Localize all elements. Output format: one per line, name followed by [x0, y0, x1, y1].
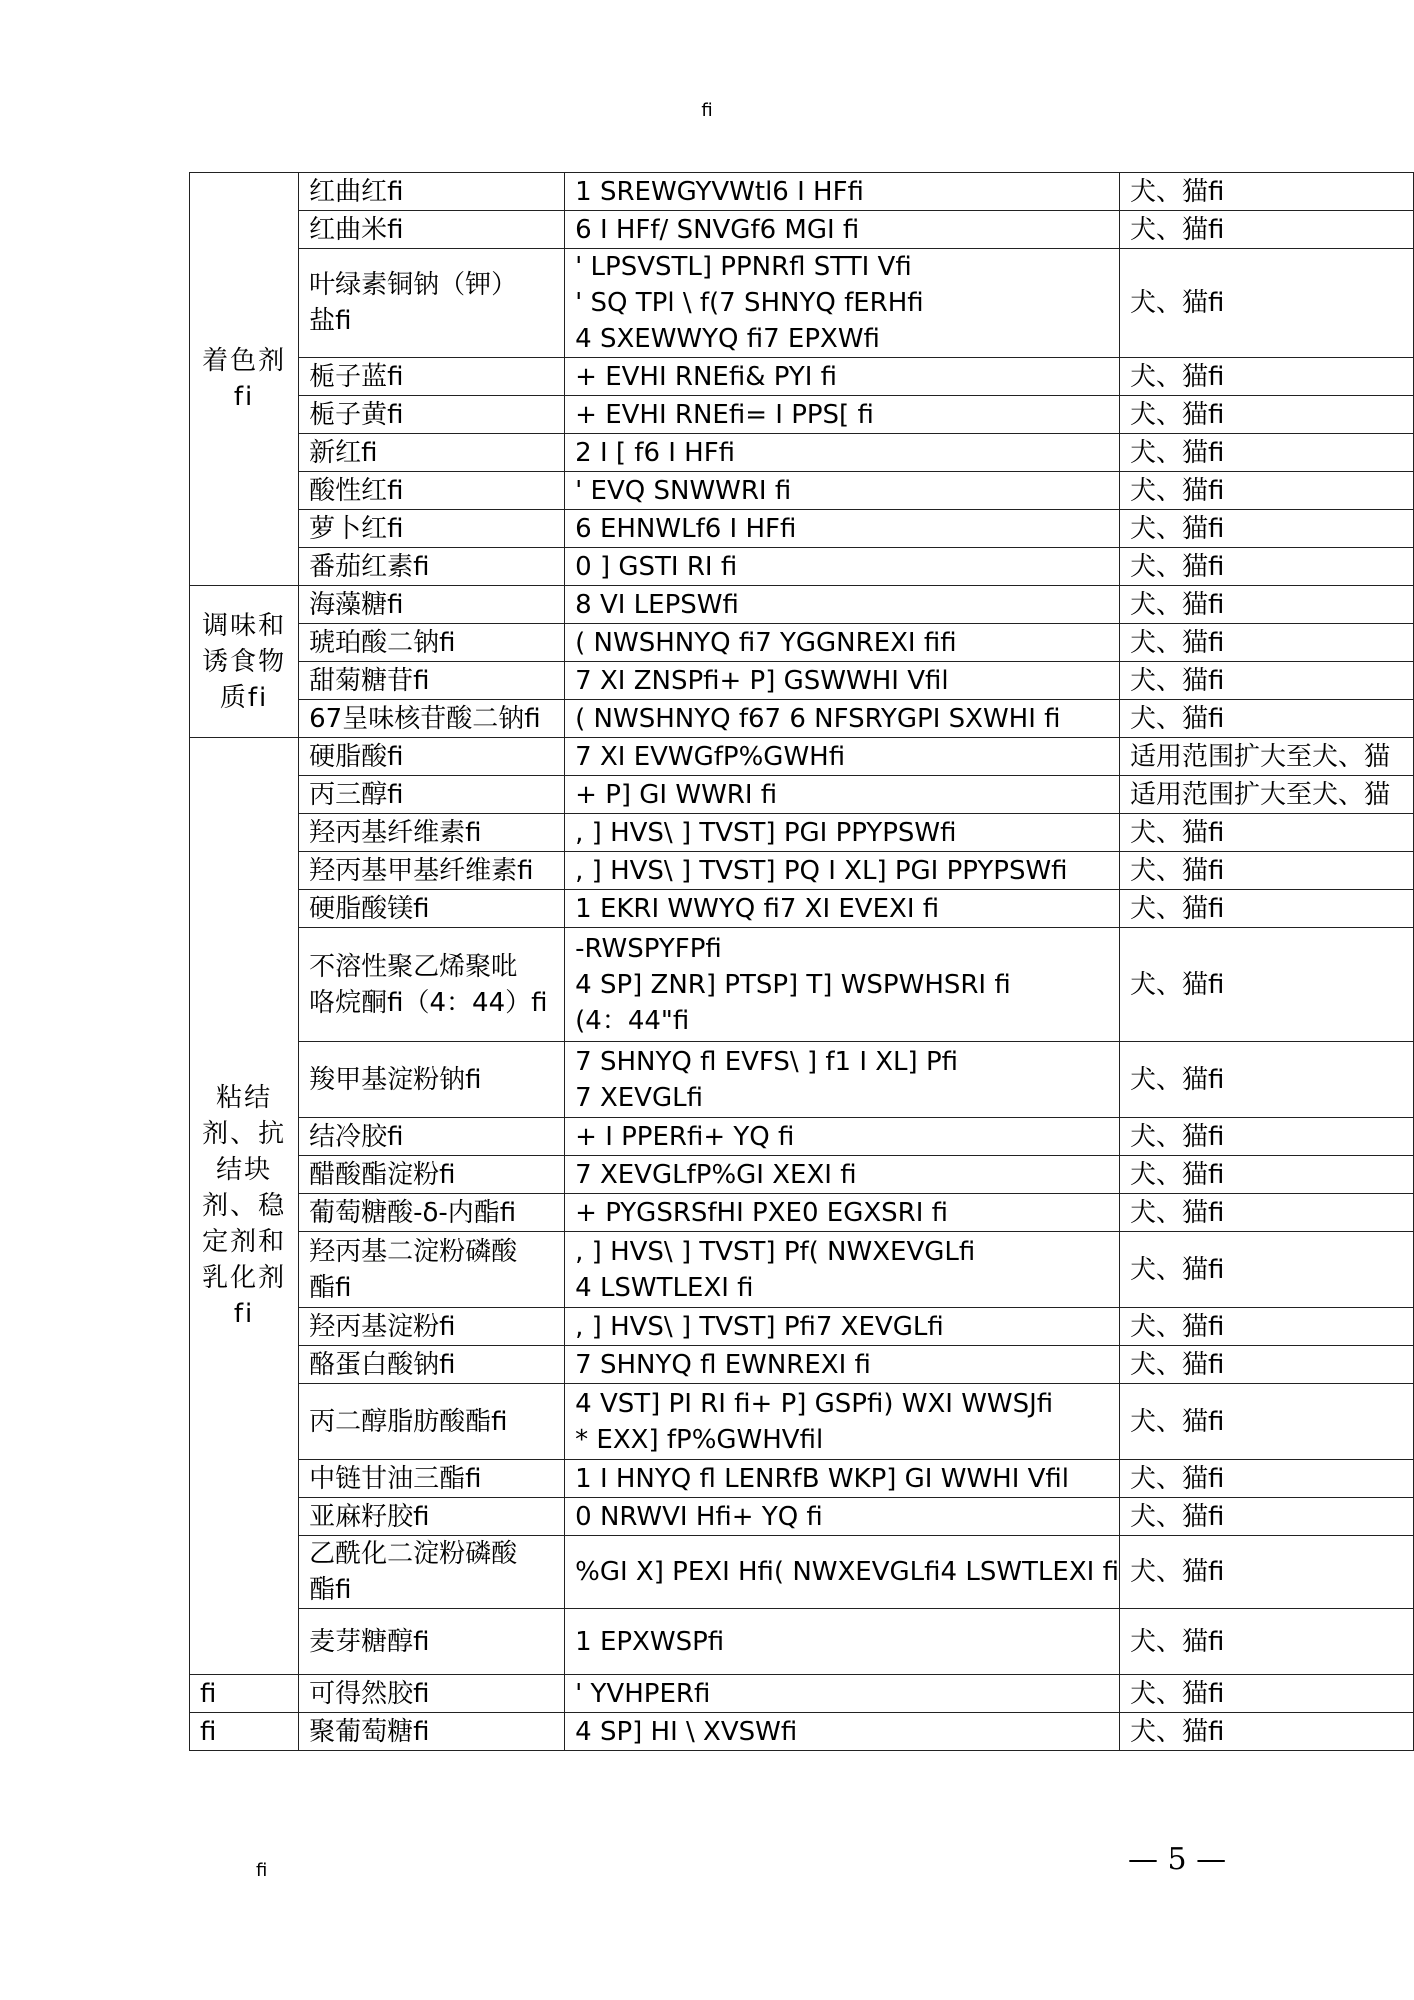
cell-line: 麦芽糖醇fi [309, 1626, 430, 1657]
cell-line: 羟丙基淀粉fi [309, 1311, 456, 1342]
additive-name [299, 1536, 565, 1609]
additive-name [299, 662, 565, 700]
cell-line: 聚葡萄糖fi [309, 1716, 430, 1747]
additive-english-name [565, 1536, 1120, 1609]
cell-line: 丙二醇脂肪酸酯fi [309, 1406, 508, 1437]
category-flavor [190, 586, 299, 738]
additive-english-name [565, 1460, 1120, 1498]
page-number: — 5 — [1128, 1842, 1227, 1877]
table-row [190, 173, 1414, 211]
additive-name [299, 852, 565, 890]
additive-table [189, 172, 1414, 1751]
cell-line: 红曲米fi [309, 214, 404, 245]
cell-line: ' SQ TPl \ f(7 SHNYQ fERHfi [575, 288, 924, 318]
additive-english-name [565, 1156, 1120, 1194]
applicable-species: 犬、猫fi [1119, 358, 1413, 396]
table-row [190, 249, 1414, 358]
additive-name [299, 1042, 565, 1118]
additive-name [299, 1609, 565, 1675]
category-line: 结块 [216, 1155, 273, 1185]
applicable-species: 犬、猫fi [1119, 173, 1413, 211]
cell-line: 琥珀酸二钠fi [309, 627, 456, 658]
additive-english-name [565, 814, 1120, 852]
table-row [190, 1498, 1414, 1536]
additive-name [299, 586, 565, 624]
applicable-species: 犬、猫fi [1119, 586, 1413, 624]
applicable-species: 犬、猫fi [1119, 510, 1413, 548]
category-line: 粘结 [216, 1083, 273, 1113]
additive-english-name [565, 1609, 1120, 1675]
cell-line: 1 I HNYQ fl LENRfB WKP] GI WWHI Vfil [575, 1463, 1070, 1494]
additive-name [299, 211, 565, 249]
additive-name [299, 1118, 565, 1156]
table-row [190, 700, 1414, 738]
additive-name [299, 1232, 565, 1308]
cell-line: 酪蛋白酸钠fi [309, 1349, 456, 1380]
additive-english-name [565, 1713, 1120, 1751]
cell-line: 7 XI ZNSPfi+ P] GSWWHI Vfil [575, 665, 949, 696]
table-row [190, 1536, 1414, 1609]
cell-line: 1 SREWGYVWtl6 I HFfi [575, 176, 864, 207]
additive-name [299, 1346, 565, 1384]
applicable-species: 犬、猫fi [1119, 928, 1413, 1042]
table-row [190, 1232, 1414, 1308]
additive-name [299, 249, 565, 358]
table-row [190, 434, 1414, 472]
cell-line: 中链甘油三酯fi [309, 1463, 482, 1494]
cell-line: 结冷胶fi [309, 1121, 404, 1152]
additive-english-name [565, 852, 1120, 890]
applicable-species: 犬、猫fi [1119, 1232, 1413, 1308]
header-mark: fi [701, 100, 713, 121]
cell-line: 咯烷酮fi（4：44）fi [309, 987, 548, 1018]
cell-line: 番茄红素fi [309, 551, 430, 582]
cell-line: 栀子蓝fi [309, 361, 404, 392]
applicable-species: 犬、猫fi [1119, 1308, 1413, 1346]
cell-line: 羟丙基纤维素fi [309, 817, 482, 848]
category-blank: fi [190, 1675, 299, 1713]
cell-line: + I PPERfi+ YQ fi [575, 1121, 795, 1152]
table-row [190, 1308, 1414, 1346]
cell-line: 栀子黄fi [309, 399, 404, 430]
cell-line: + EVHI RNEfi& PYI fi [575, 361, 838, 392]
additive-english-name [565, 776, 1120, 814]
additive-name [299, 1194, 565, 1232]
cell-line: 酯fi [309, 1272, 352, 1303]
table-row [190, 586, 1414, 624]
category-line: 调味和 [202, 610, 287, 641]
applicable-species: 犬、猫fi [1119, 396, 1413, 434]
additive-english-name [565, 624, 1120, 662]
cell-line: 海藻糖fi [309, 589, 404, 620]
cell-line: 亚麻籽胶fi [309, 1501, 430, 1532]
applicable-species: 犬、猫fi [1119, 1042, 1413, 1118]
additive-name [299, 1498, 565, 1536]
additive-english-name [565, 928, 1120, 1042]
applicable-species: 犬、猫fi [1119, 548, 1413, 586]
additive-english-name [565, 548, 1120, 586]
additive-english-name [565, 472, 1120, 510]
cell-line: ( NWSHNYQ fi7 YGGNREXI fifi [575, 627, 957, 658]
table-row [190, 738, 1414, 776]
table-row [190, 472, 1414, 510]
additive-english-name [565, 1232, 1120, 1308]
applicable-species: 犬、猫fi [1119, 1156, 1413, 1194]
additive-english-name [565, 1498, 1120, 1536]
cell-line: 1 EKRI WWYQ fi7 XI EVEXI fi [575, 893, 940, 924]
cell-line: 7 XI EVWGfP%GWHfi [575, 741, 846, 772]
applicable-species: 犬、猫fi [1119, 700, 1413, 738]
applicable-species: 犬、猫fi [1119, 1609, 1413, 1675]
additive-english-name [565, 173, 1120, 211]
cell-line: ' EVQ SNWWRI fi [575, 475, 792, 506]
cell-line: 7 SHNYQ fl EVFS\ ] f1 I XL] Pfi [575, 1046, 959, 1077]
additive-english-name [565, 1042, 1120, 1118]
table-row [190, 624, 1414, 662]
table-row [190, 1194, 1414, 1232]
additive-name [299, 510, 565, 548]
category-colorant [190, 173, 299, 586]
table-row [190, 1384, 1414, 1460]
cell-line: %GI X] PEXI Hfi( NWXEVGLfi4 LSWTLEXI fi [575, 1557, 1119, 1587]
additive-english-name [565, 358, 1120, 396]
additive-name [299, 890, 565, 928]
cell-line: 羟丙基甲基纤维素fi [309, 855, 534, 886]
cell-line: 6 EHNWLf6 I HFfi [575, 513, 797, 544]
category-line: 定剂和 [202, 1227, 287, 1257]
applicable-species: 犬、猫fi [1119, 1498, 1413, 1536]
additive-english-name [565, 1675, 1120, 1713]
additive-english-name [565, 1118, 1120, 1156]
cell-line: 4 SXEWWYQ fi7 EPXWfi [575, 324, 880, 354]
category-binder [190, 738, 299, 1675]
cell-line: 甜菊糖苷fi [309, 665, 430, 696]
cell-line: ' LPSVSTL] PPNRfl STTI Vfi [575, 252, 912, 282]
footer-mark: fi [256, 1860, 268, 1881]
additive-english-name [565, 434, 1120, 472]
cell-line: , ] HVS\ ] TVST] Pfi7 XEVGLfi [575, 1311, 944, 1342]
additive-english-name [565, 1346, 1120, 1384]
applicable-species: 犬、猫fi [1119, 814, 1413, 852]
additive-name [299, 1384, 565, 1460]
applicable-species: 犬、猫fi [1119, 624, 1413, 662]
cell-line: 羟丙基二淀粉磷酸 [309, 1236, 518, 1267]
cell-line: 4 VST] PI RI fi+ P] GSPfi) WXI WWSJfi [575, 1388, 1054, 1419]
cell-line: 盐fi [309, 306, 352, 336]
table-row [190, 1156, 1414, 1194]
additive-name [299, 738, 565, 776]
additive-english-name [565, 211, 1120, 249]
cell-line: + P] GI WWRI fi [575, 779, 778, 810]
table-row [190, 358, 1414, 396]
table-row [190, 548, 1414, 586]
table-row [190, 1460, 1414, 1498]
category-line: 剂、抗 [202, 1119, 287, 1149]
applicable-species: 适用范围扩大至犬、猫 [1119, 738, 1413, 776]
additive-english-name [565, 510, 1120, 548]
applicable-species: 犬、猫fi [1119, 1536, 1413, 1609]
table-row [190, 1609, 1414, 1675]
applicable-species: 犬、猫fi [1119, 890, 1413, 928]
table-row [190, 852, 1414, 890]
cell-line: * EXX] fP%GWHVfil [575, 1424, 824, 1455]
cell-line: 4 SP] HI \ XVSWfi [575, 1716, 798, 1747]
applicable-species: 犬、猫fi [1119, 852, 1413, 890]
category-line: 诱食物 [202, 646, 287, 677]
table-row [190, 211, 1414, 249]
cell-line: 7 SHNYQ fl EWNREXI fi [575, 1349, 871, 1380]
additive-english-name [565, 1194, 1120, 1232]
cell-line: (4：44"fi [575, 1005, 690, 1036]
cell-line: 7 XEVGLfi [575, 1082, 703, 1113]
applicable-species: 犬、猫fi [1119, 211, 1413, 249]
cell-line: 不溶性聚乙烯聚吡 [309, 951, 518, 982]
additive-english-name [565, 662, 1120, 700]
cell-line: 葡萄糖酸-δ-内酯fi [309, 1197, 517, 1228]
additive-english-name [565, 890, 1120, 928]
cell-line: , ] HVS\ ] TVST] Pf( NWXEVGLfi [575, 1236, 976, 1267]
cell-line: 羧甲基淀粉钠fi [309, 1064, 482, 1095]
additive-name [299, 173, 565, 211]
table-row [190, 1675, 1414, 1713]
category-blank: fi [190, 1713, 299, 1751]
additive-english-name [565, 586, 1120, 624]
applicable-species: 犬、猫fi [1119, 662, 1413, 700]
applicable-species: 犬、猫fi [1119, 249, 1413, 358]
applicable-species: 犬、猫fi [1119, 1346, 1413, 1384]
applicable-species: 适用范围扩大至犬、猫 [1119, 776, 1413, 814]
table-row [190, 776, 1414, 814]
cell-line: 萝卜红fi [309, 513, 404, 544]
applicable-species: 犬、猫fi [1119, 1194, 1413, 1232]
cell-line: 醋酸酯淀粉fi [309, 1159, 456, 1190]
cell-line: 硬脂酸镁fi [309, 893, 430, 924]
cell-line: 叶绿素铜钠（钾） [309, 270, 518, 300]
additive-name [299, 472, 565, 510]
cell-line: + EVHI RNEfi= I PPS[ fi [575, 399, 874, 430]
applicable-species: 犬、猫fi [1119, 1384, 1413, 1460]
additive-name [299, 624, 565, 662]
cell-line: ( NWSHNYQ f67 6 NFSRYGPI SXWHI fi [575, 703, 1061, 734]
table-row [190, 396, 1414, 434]
cell-line: 红曲红fi [309, 176, 404, 207]
cell-line: ' YVHPERfi [575, 1678, 711, 1709]
applicable-species: 犬、猫fi [1119, 1675, 1413, 1713]
applicable-species: 犬、猫fi [1119, 1118, 1413, 1156]
cell-line: 可得然胶fi [309, 1678, 430, 1709]
cell-line: 2 I [ f6 I HFfi [575, 437, 736, 468]
applicable-species: 犬、猫fi [1119, 434, 1413, 472]
cell-line: 4 LSWTLEXI fi [575, 1272, 754, 1303]
cell-line: 6 I HFf/ SNVGf6 MGI fi [575, 214, 860, 245]
cell-line: 乙酰化二淀粉磷酸 [309, 1539, 518, 1569]
additive-name [299, 700, 565, 738]
cell-line: 0 NRWVI Hfi+ YQ fi [575, 1501, 823, 1532]
additive-name [299, 396, 565, 434]
table-row [190, 662, 1414, 700]
cell-line: 1 EPXWSPfi [575, 1626, 725, 1657]
table-row [190, 890, 1414, 928]
category-line: 乳化剂fi [202, 1263, 287, 1329]
additive-name [299, 1308, 565, 1346]
table-row [190, 814, 1414, 852]
additive-english-name [565, 396, 1120, 434]
cell-line: 8 VI LEPSWfi [575, 589, 739, 620]
table-row [190, 1346, 1414, 1384]
cell-line: 4 SP] ZNR] PTSP] T] WSPWHSRI fi [575, 969, 1011, 1000]
additive-name [299, 358, 565, 396]
cell-line: , ] HVS\ ] TVST] PGI PPYPSWfi [575, 817, 957, 848]
additive-english-name [565, 1308, 1120, 1346]
additive-name [299, 1713, 565, 1751]
table-row [190, 1713, 1414, 1751]
category-line: 着色剂fi [202, 346, 287, 412]
table-row [190, 1042, 1414, 1118]
additive-english-name [565, 1384, 1120, 1460]
additive-name [299, 1156, 565, 1194]
additive-english-name [565, 738, 1120, 776]
table-row [190, 1118, 1414, 1156]
cell-line: 67呈味核苷酸二钠fi [309, 703, 541, 734]
applicable-species: 犬、猫fi [1119, 1460, 1413, 1498]
table-row [190, 510, 1414, 548]
additive-name [299, 434, 565, 472]
category-line: 剂、稳 [202, 1191, 287, 1221]
cell-line: , ] HVS\ ] TVST] PQ I XL] PGI PPYPSWfi [575, 855, 1068, 886]
cell-line: 7 XEVGLfP%GI XEXI fi [575, 1159, 857, 1190]
table-row [190, 928, 1414, 1042]
additive-english-name [565, 700, 1120, 738]
applicable-species: 犬、猫fi [1119, 1713, 1413, 1751]
additive-name [299, 776, 565, 814]
category-line: 质fi [219, 682, 269, 713]
additive-name [299, 814, 565, 852]
additive-name [299, 1675, 565, 1713]
cell-line: 0 ] GSTI RI fi [575, 551, 738, 582]
cell-line: 丙三醇fi [309, 779, 404, 810]
additive-name [299, 928, 565, 1042]
additive-name [299, 1460, 565, 1498]
cell-line: 硬脂酸fi [309, 741, 404, 772]
cell-line: -RWSPYFPfi [575, 933, 722, 964]
additive-english-name [565, 249, 1120, 358]
cell-line: 新红fi [309, 437, 378, 468]
cell-line: + PYGSRSfHI PXE0 EGXSRI fi [575, 1197, 949, 1228]
additive-name [299, 548, 565, 586]
cell-line: 酯fi [309, 1575, 352, 1605]
cell-line: 酸性红fi [309, 475, 404, 506]
applicable-species: 犬、猫fi [1119, 472, 1413, 510]
